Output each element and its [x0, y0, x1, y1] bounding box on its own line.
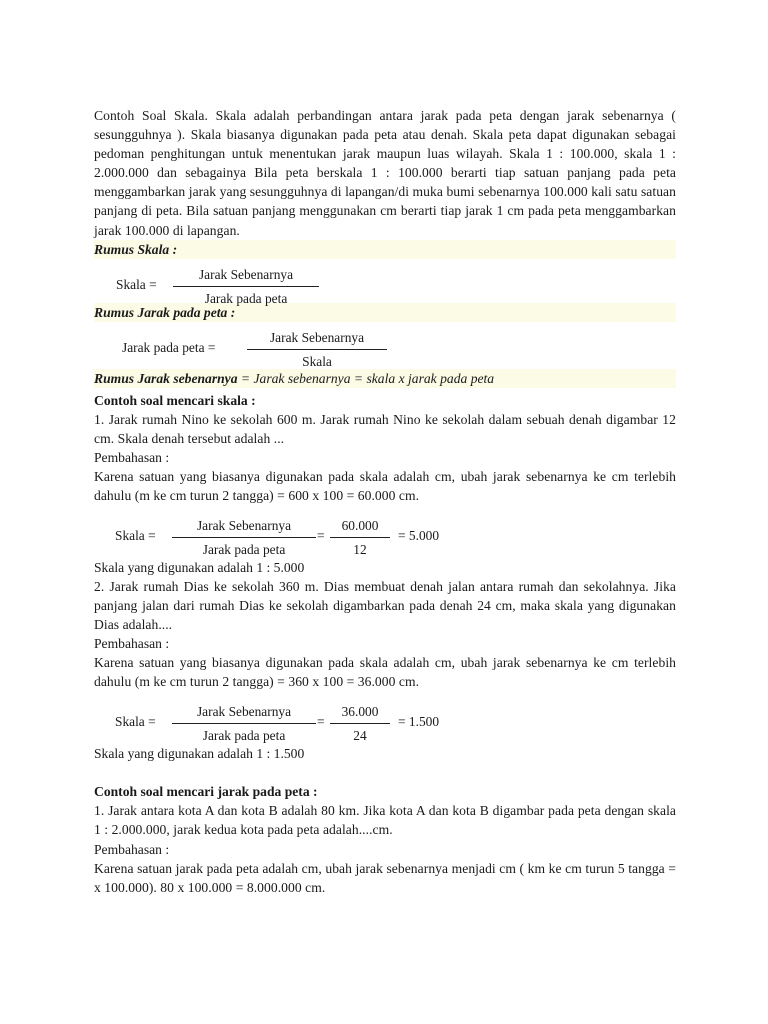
calc-formula-2: [94, 702, 676, 744]
contoh-skala-heading: Contoh soal mencari skala :: [94, 392, 256, 408]
fraction-numerator: Jarak Sebenarnya: [172, 702, 316, 724]
equals-sign: =: [317, 527, 325, 543]
pembahasan-label: Pembahasan :: [94, 450, 170, 466]
rumus-jarak-peta-formula: [94, 328, 676, 368]
formula-lhs: Jarak pada peta =: [122, 339, 216, 355]
formula-lhs: Skala =: [116, 276, 157, 292]
contoh-jarak-peta-heading: Contoh soal mencari jarak pada peta :: [94, 784, 318, 800]
question-2: 2. Jarak rumah Dias ke sekolah 360 m. Dias membuat denah jalan antara rumah dan sekolahnya. Jika panjang jalan dari rumah Dias ke sekolah digambarkan pada denah 24 cm, maka skala yang digunakan Dias adalah....: [94, 578, 676, 632]
fraction-denominator: Jarak pada peta: [202, 728, 286, 744]
rumus-skala-formula: [94, 265, 676, 306]
pembahasan-label: Pembahasan :: [94, 841, 170, 857]
result-value: = 5.000: [398, 527, 440, 543]
fraction-denominator: 12: [353, 541, 367, 557]
formula-fraction: [172, 702, 316, 745]
formula-fraction: [173, 265, 319, 308]
value-fraction: [330, 702, 390, 745]
formula-lhs: Skala =: [115, 527, 156, 543]
intro-paragraph: Contoh Soal Skala. Skala adalah perbandingan antara jarak pada peta dengan jarak sebenarnya ( sesungguhnya ). Skala biasanya digunakan pada peta atau denah. Skala peta dapat digunakan sebagai pedoman penghitungan untuk menentukan jarak maupun luas wilayah. Skala 1 : 100.000, skala 1 : 2.000.000 dan sebagainya Bila peta berskala 1 : 100.000 berarti tiap satuan panjang pada peta menggambarkan jarak yang sesungguhnya di lapangan/di muka bumi sebenarnya 100.000 kali satu satuan panjang di peta. Bila satuan panjang menggunakan cm berarti tiap jarak 1 cm pada peta menggambarkan jarak 100.000 di lapangan.: [94, 108, 676, 238]
formula-fraction: [247, 328, 387, 371]
conclusion-1: Skala yang digunakan adalah 1 : 5.000: [94, 559, 305, 575]
fraction-numerator: Jarak Sebenarnya: [247, 328, 387, 350]
fraction-denominator: Jarak pada peta: [202, 541, 286, 557]
fraction-denominator: 24: [353, 728, 367, 744]
fraction-numerator: 60.000: [330, 516, 390, 538]
explanation-1: Karena satuan yang biasanya digunakan pada skala adalah cm, ubah jarak sebenarnya ke cm terlebih dahulu (m ke cm turun 2 tangga) = 600 x 100 = 60.000 cm.: [94, 469, 676, 504]
pembahasan-label: Pembahasan :: [94, 635, 170, 651]
rumus-jarak-peta-heading: Rumus Jarak pada peta :: [94, 303, 676, 322]
equals-sign: =: [317, 714, 325, 730]
value-fraction: [330, 516, 390, 559]
blank-line: [94, 763, 676, 782]
explanation-3: Karena satuan jarak pada peta adalah cm, ubah jarak sebenarnya menjadi cm ( km ke cm turun 5 tangga = x 100.000). 80 x 100.000 = 8.000.000 cm.: [94, 860, 676, 895]
calc-formula-1: [94, 516, 676, 558]
rumus-jarak-sebenarnya-formula: = Jarak sebenarnya = skala x jarak pada peta: [237, 370, 495, 386]
question-1: 1. Jarak rumah Nino ke sekolah 600 m. Jarak rumah Nino ke sekolah dalam sebuah denah digambar 12 cm. Skala denah tersebut adalah ...: [94, 412, 676, 447]
fraction-numerator: Jarak Sebenarnya: [172, 516, 316, 538]
question-3: 1. Jarak antara kota A dan kota B adalah 80 km. Jika kota A dan kota B digambar pada peta dengan skala 1 : 2.000.000, jarak kedua kota pada peta adalah....cm.: [94, 803, 676, 838]
fraction-numerator: 36.000: [330, 702, 390, 724]
document-page: [94, 106, 676, 897]
rumus-jarak-sebenarnya-line: [94, 369, 676, 388]
formula-lhs: Skala =: [115, 714, 156, 730]
rumus-skala-heading: Rumus Skala :: [94, 240, 676, 259]
formula-fraction: [172, 516, 316, 559]
result-value: = 1.500: [398, 714, 440, 730]
fraction-denominator: Jarak pada peta: [204, 290, 288, 306]
conclusion-2: Skala yang digunakan adalah 1 : 1.500: [94, 746, 305, 762]
fraction-denominator: Skala: [302, 353, 332, 369]
fraction-numerator: Jarak Sebenarnya: [173, 265, 319, 287]
rumus-jarak-sebenarnya-heading: Rumus Jarak sebenarnya: [94, 370, 238, 386]
explanation-2: Karena satuan yang biasanya digunakan pada skala adalah cm, ubah jarak sebenarnya ke cm terlebih dahulu (m ke cm turun 2 tangga) = 360 x 100 = 36.000 cm.: [94, 654, 676, 690]
